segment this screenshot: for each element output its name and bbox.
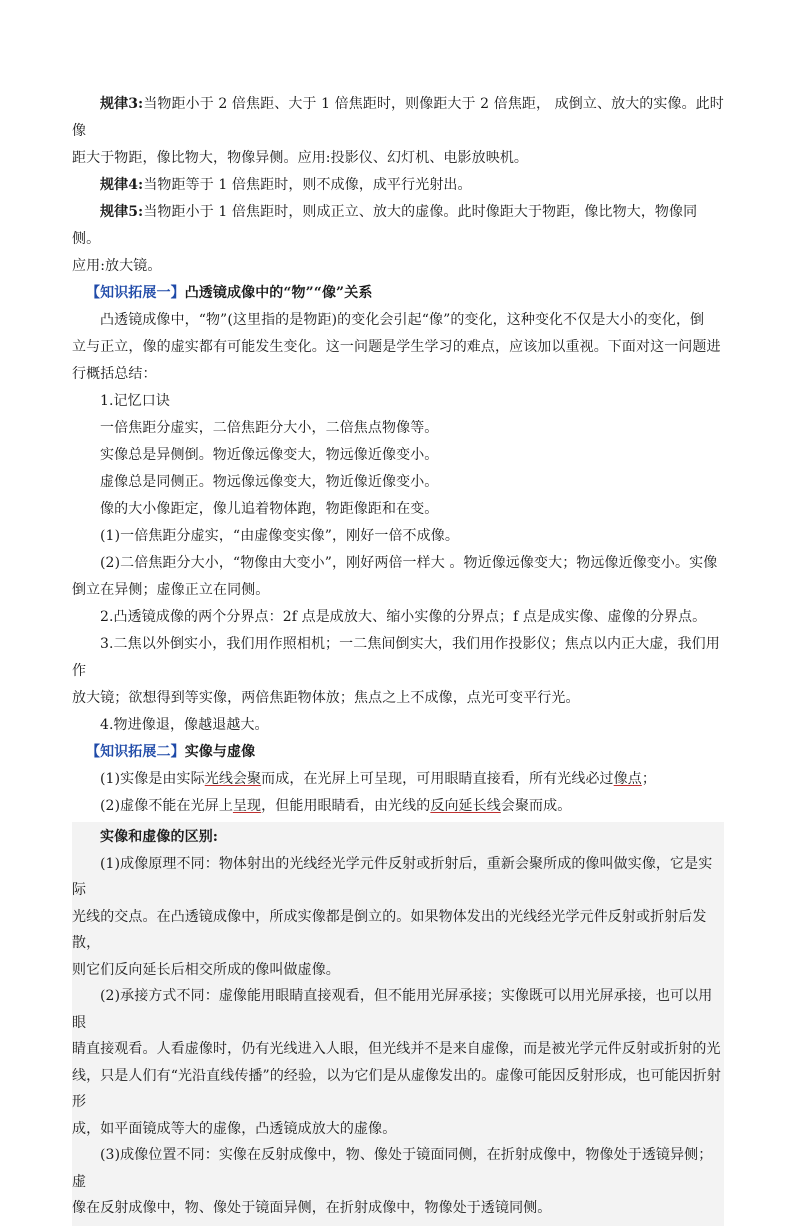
rule-3-label: 规律3: [100,96,144,112]
ext2-underline-present: 呈现 [232,798,262,814]
difference-section [72,822,724,1226]
difference-p1-line-3: 则它们反向延长后相交所成的像叫做虚像。 [72,961,340,978]
ext1-item-1-title: 1.记忆口诀 [100,393,170,409]
ext1-heading [72,280,724,307]
ext1-point-2-line-1: (2)二倍焦距分大小，“物像由大变小”，刚好两倍一样大 。物近像远像变大；物远像近像变小。实像 [100,555,718,571]
rule-3-line-2: 距大于物距，像比物大，物像异侧。应用:投影仪、幻灯机、电影放映机。 [72,150,529,166]
rule-5-label: 规律5: [100,204,144,220]
ext2-line-2 [72,793,724,820]
ext2-heading [72,739,724,766]
difference-heading: 实像和虚像的区别: [100,829,219,845]
ext2-underline-image-point: 像点 [613,771,642,787]
ext1-intro-line-2: 立与正立，像的虚实都有可能发生变化。这一问题是学生学习的难点，应该加以重视。下面对这一问题进 [72,339,721,355]
difference-p1-line-1: (1)成像原理不同：物体射出的光线经光学元件反射或折射后，重新会聚所成的像叫做实像，它是实际 [72,855,713,898]
ext1-heading-tag: 【知识拓展一】 [86,285,185,301]
ext1-heading-text: 凸透镜成像中的“物”“像”关系 [184,285,373,301]
ext1-intro-line-3: 行概括总结： [72,366,157,382]
rule-4-text: 当物距等于 1 倍焦距时，则不成像，成平行光射出。 [143,177,472,193]
ext2-line-2-part-c: 会聚而成。 [500,798,572,814]
ext1-item-3-line-1: 3.二焦以外倒实小，我们用作照相机；一二焦间倒实大，我们用作投影仪；焦点以内正大虚，我们用作 [72,636,720,679]
ext1-item-3-line-2: 放大镜；欲想得到等实像，两倍焦距物体放；焦点之上不成像，点光可变平行光。 [72,690,580,706]
ext2-line-1-part-a: (1)实像是由实际 [100,771,205,787]
difference-p2-line-1: (2)承接方式不同：虚像能用眼睛直接观看，但不能用光屏承接；实像既可以用光屏承接，也可以用眼 [72,988,713,1031]
ext2-underline-light-converge: 光线会聚 [204,771,262,787]
ext2-line-1 [72,766,724,793]
rule-4-label: 规律4: [100,177,144,193]
ext2-line-1-part-b: 而成，在光屏上可呈现，可用眼睛直接看，所有光线必过 [261,771,614,787]
ext2-line-2-part-b: ，但能用眼睛看，由光线的 [261,798,431,814]
verse-line-4: 像的大小像距定，像儿追着物体跑，物距像距和在变。 [100,501,439,517]
rule-5-line-1 [72,199,724,253]
difference-p2-line-4: 成，如平面镜成等大的虚像，凸透镜成放大的虚像。 [72,1120,397,1137]
ext1-item-2: 2.凸透镜成像的两个分界点：2f 点是成放大、缩小实像的分界点；f 点是成实像、虚像的分界点。 [100,609,707,625]
ext2-line-2-part-a: (2)虚像不能在光屏上 [100,798,233,814]
ext1-point-2-line-2: 倒立在异侧；虚像正立在同侧。 [72,582,270,598]
verse-line-1: 一倍焦距分虚实，二倍焦距分大小，二倍焦点物像等。 [100,420,439,436]
difference-p1-line-2: 光线的交点。在凸透镜成像中，所成实像都是倒立的。如果物体发出的光线经光学元件反射或折射后发散， [72,908,707,951]
ext2-line-1-part-c: ； [641,771,656,787]
ext2-heading-tag: 【知识拓展二】 [86,744,185,760]
rule-3-line-1 [72,91,724,145]
difference-p3-line-2: 像在反射成像中，物、像处于镜面异侧，在折射成像中，物像处于透镜同侧。 [72,1200,552,1216]
ext1-item-4: 4.物进像退，像越退越大。 [100,717,269,733]
ext2-heading-text: 实像与虚像 [184,744,256,760]
verse-line-3: 虚像总是同侧正。物远像远像变大，物近像近像变小。 [100,474,439,490]
document-content [72,91,724,1226]
rule-4-line-1 [72,172,724,199]
ext1-intro-line-1: 凸透镜成像中，“物”(这里指的是物距)的变化会引起“像”的变化，这种变化不仅是大小的变化，倒 [100,312,705,328]
rule-5-line-2: 应用:放大镜。 [72,258,162,274]
ext1-point-1: (1)一倍焦距分虚实，“由虚像变实像”，刚好一倍不成像。 [100,528,459,544]
rule-5-text: 当物距小于 1 倍焦距时，则成正立、放大的虚像。此时像距大于物距，像比物大，物像同侧。 [72,204,698,247]
ext2-underline-reverse-extension: 反向延长线 [430,798,501,814]
verse-line-2: 实像总是异侧倒。物近像远像变大，物远像近像变小。 [100,447,439,463]
difference-p2-line-3: 线，只是人们有“光沿直线传播”的经验，以为它们是从虚像发出的。虚像可能因反射形成，也可能因折射形 [72,1067,722,1110]
difference-p3-line-1: (3)成像位置不同：实像在反射成像中，物、像处于镜面同侧，在折射成像中，物像处于透镜异侧；虚 [72,1147,713,1190]
rule-3-text: 当物距小于 2 倍焦距、大于 1 倍焦距时，则像距大于 2 倍焦距， 成倒立、放大的实像。此时像 [72,96,724,139]
difference-p2-line-2: 睛直接观看。人看虚像时，仍有光线进入人眼，但光线并不是来自虚像，而是被光学元件反射或折射的光 [72,1041,721,1057]
